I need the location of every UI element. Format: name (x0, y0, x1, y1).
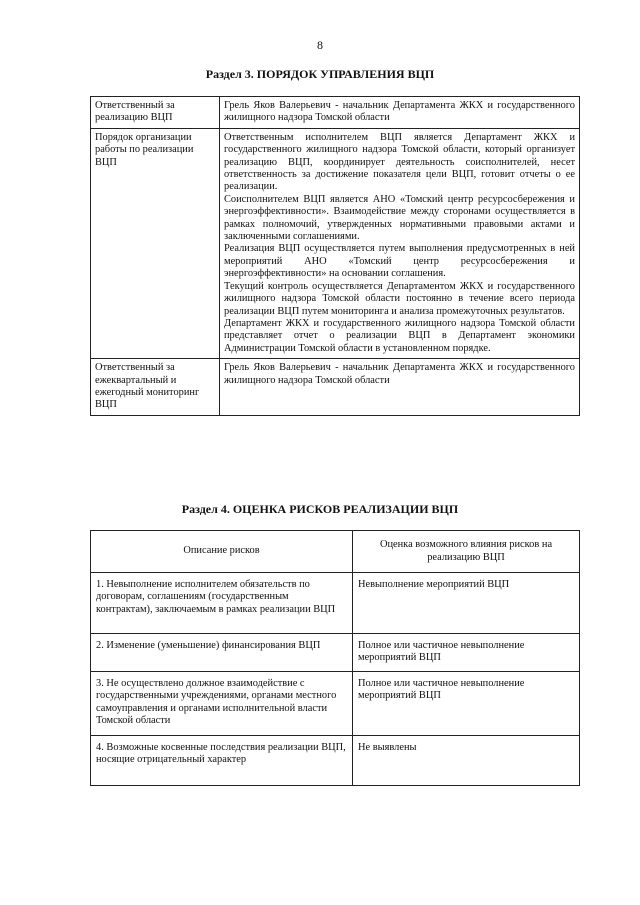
risk-impact: Не выявлены (353, 736, 580, 786)
risk-description: 4. Возможные косвенные последствия реализации ВЦП, носящие отрицательный характер (91, 736, 353, 786)
paragraph: Текущий контроль осуществляется Департаментом ЖКХ и государственного жилищного надзора Томской области постоянно в течение всего периода реализации ВЦП путем мониторинга и анализа промежуточных результатов. (224, 280, 575, 317)
row-content (220, 128, 580, 358)
table-row (91, 736, 580, 786)
page-number: 8 (317, 38, 323, 52)
risk-table (90, 530, 580, 786)
row-content (220, 359, 580, 416)
column-header: Описание рисков (91, 531, 353, 573)
row-label: Ответственный за ежеквартальный и ежегодный мониторинг ВЦП (91, 359, 220, 416)
paragraph: Грель Яков Валерьевич - начальник Департамента ЖКХ и государственного жилищного надзора Томской области (224, 362, 575, 386)
paragraph: Соисполнителем ВЦП является АНО «Томский центр ресурсосбережения и энергоэффективности». Взаимодействие между сторонами осуществляется в рамках полномочий, утвержденных нормативными правовыми актами и заключенными соглашениями. (224, 193, 575, 243)
risk-impact: Невыполнение мероприятий ВЦП (353, 573, 580, 634)
risk-impact: Полное или частичное невыполнение мероприятий ВЦП (353, 634, 580, 672)
row-label: Порядок организации работы по реализации ВЦП (91, 128, 220, 358)
table-row (91, 672, 580, 736)
row-content (220, 97, 580, 129)
paragraph: Департамент ЖКХ и государственного жилищного надзора Томской области представляет отчет о реализации ВЦП в Департамент экономики Администрации Томской области в установленном порядке. (224, 317, 575, 354)
table-row (91, 573, 580, 634)
risk-description: 1. Невыполнение исполнителем обязательств по договорам, соглашениям (государственным контрактам), заключаемым в рамках реализации ВЦП (91, 573, 353, 634)
risk-description: 3. Не осуществлено должное взаимодействие с государственными учреждениями, органами местного самоуправления и органами исполнительной власти Томской области (91, 672, 353, 736)
row-label: Ответственный за реализацию ВЦП (91, 97, 220, 129)
management-table (90, 96, 580, 416)
table-header-row (91, 531, 580, 573)
risk-description: 2. Изменение (уменьшение) финансирования ВЦП (91, 634, 353, 672)
section-4-title: Раздел 4. ОЦЕНКА РИСКОВ РЕАЛИЗАЦИИ ВЦП (181, 502, 459, 516)
column-header: Оценка возможного влияния рисков на реализацию ВЦП (353, 531, 580, 573)
paragraph: Реализация ВЦП осуществляется путем выполнения предусмотренных в ней мероприятий АНО «Томский центр ресурсосбережения и энергоэффективности» на основании соглашения. (224, 243, 575, 280)
section-3-title: Раздел 3. ПОРЯДОК УПРАВЛЕНИЯ ВЦП (205, 67, 435, 81)
paragraph: Грель Яков Валерьевич - начальник Департамента ЖКХ и государственного жилищного надзора Томской области (224, 100, 575, 124)
table-row (91, 634, 580, 672)
table-row (91, 128, 580, 358)
paragraph: Ответственным исполнителем ВЦП является Департамент ЖКХ и государственного жилищного надзора Томской области, который организует реализацию ВЦП, координирует деятельность соисполнителей, несет ответственность за достижение показателя цели ВЦП, готовит отчеты о ее реализации. (224, 131, 575, 193)
table-row (91, 359, 580, 416)
table-row (91, 97, 580, 129)
risk-impact: Полное или частичное невыполнение мероприятий ВЦП (353, 672, 580, 736)
